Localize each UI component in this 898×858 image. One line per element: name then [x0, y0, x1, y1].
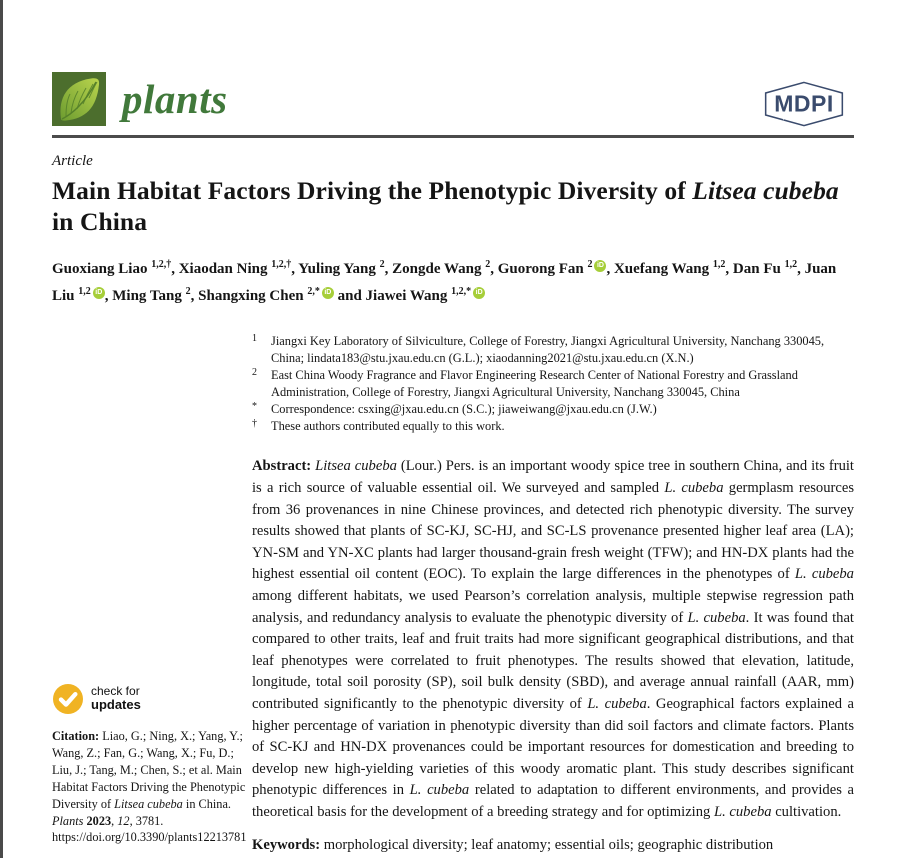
author-list: Guoxiang Liao $^{1,2,\dagger}$, Xiaodan Ning $^{1,2,\dagger}$, Yuling Yang $^2$, Zongde Wang $^2$, Guorong Fan $^2$ iD , Xuefang Wang $^{1,2}$, Dan Fu $^{1,2}$, Juan Liu $^{1,2}$ iD , Ming Tang $^2$, Shangxing Chen $^{2,*}$ iD and Jiawei Wang $^{1,2,*}$ iD — [52, 259, 837, 304]
badge-line2: updates — [91, 697, 141, 713]
affiliation-marker: † — [252, 417, 257, 429]
author-affiliation-sup: 2 — [485, 259, 491, 270]
leaf-icon — [52, 72, 106, 126]
abstract — [252, 456, 854, 823]
plants-journal-logo[interactable] — [52, 72, 106, 126]
header-divider — [52, 135, 854, 138]
doi-link[interactable]: https://doi.org/10.3390/plants12213781 — [52, 830, 247, 845]
check-for-updates-badge[interactable] — [52, 683, 182, 715]
orcid-icon[interactable]: iD — [93, 287, 105, 299]
article-type-label: Article — [52, 153, 93, 169]
author-affiliation-sup: 2 — [185, 285, 191, 297]
author-affiliation-sup: 1,2,† — [151, 259, 172, 270]
mdpi-hexagon-icon — [756, 81, 852, 127]
abstract-text: Litsea cubeba (Lour.) Pers. is an important woody spice tree in southern China, and its fruit is a rich source of valuable essential oil. We surveyed and sampled L. cubeba germplasm resources from 36 provenances in nine Chinese provinces, and detected rich phenotypic diversity. The survey results showed that plants of SC-KJ, SC-HJ, and SC-LS provenance presented higher leaf area (LA); YN-SM and YN-XC plants had larger thousand-grain fresh weight (TFW); and HN-DX plants had the highest essential oil content (EOC). To explain the large differences in the phenotypes of L. cubeba among different habitats, we used Pearson’s correlation analysis, multiple stepwise regression path analysis, and redundancy analysis to evaluate the phenotypic diversity of L. cubeba. It was found that compared to other traits, leaf and fruit traits had more significant geographical distributions, and that leaf phenotypes were correlated to fruit phenotypes. The results showed that elevation, latitude, longitude, total soil porosity (SP), soil bulk density (SBD), and average annual rainfall (AAR, mm) contributed significantly to the phenotypic diversity of L. cubeba. Geographical factors explained a higher percentage of variation in phenotypic diversity than did soil factors and climate factors. Plants of SC-KJ and HN-DX provenances could be important resources for domestication and breeding to develop new high-yielding varieties of this woody aromatic plant. This study describes significant phenotypic differences in L. cubeba related to adaptation to different environments, and provides a theoretical basis for the development of a breeding strategy and for optimizing L. cubeba cultivation. — [252, 458, 855, 820]
affiliation-marker: 1 — [252, 333, 257, 344]
affiliations — [252, 333, 854, 434]
journal-header — [52, 0, 854, 132]
title-text: Main Habitat Factors Driving the Phenotypic Diversity of — [52, 176, 693, 205]
journal-name: plants — [122, 76, 228, 122]
affiliation-text: East China Woody Fragrance and Flavor Engineering Research Center of National Forestry and Grassland Administration, College of Forestry, Jiangxi Agricultural University, Nanchang 330045, China — [271, 367, 798, 399]
mdpi-logo[interactable] — [756, 81, 852, 132]
affiliation-text: These authors contributed equally to this work. — [271, 418, 505, 433]
mdpi-logo-text: MDPI — [774, 90, 834, 117]
author-affiliation-sup: 2 — [587, 259, 593, 270]
main-column — [252, 333, 854, 858]
keywords-text: morphological diversity; leaf anatomy; essential oils; geographic distribution — [320, 836, 774, 853]
affiliation-item — [252, 333, 854, 367]
journal-brand — [52, 72, 228, 126]
title-species-name: Litsea cubeba — [692, 176, 839, 205]
orcid-icon[interactable]: iD — [322, 287, 334, 299]
left-sidebar — [52, 333, 252, 858]
orcid-icon[interactable]: iD — [594, 260, 606, 272]
affiliation-item — [252, 401, 854, 418]
article-title — [52, 175, 854, 237]
keywords — [252, 837, 854, 854]
affiliation-item — [252, 418, 854, 435]
author-affiliation-sup: 1,2 — [784, 259, 798, 270]
page-left-border — [0, 0, 3, 858]
author-affiliation-sup: 2,* — [307, 285, 320, 297]
author-affiliation-sup: 2 — [379, 259, 385, 270]
citation-block: Citation: Liao, G.; Ning, X.; Yang, Y.; Wang, Z.; Fan, G.; Wang, X.; Fu, D.; Liu, J.; Tang, M.; Chen, S.; et al. Main Habitat Factors Driving the Phenotypic Diversity of Litsea cubeba in China. Plants 2023, 12, 3781. https://doi.org/10.3390/plants12213781 — [52, 729, 247, 845]
author-affiliation-sup: 1,2,† — [271, 259, 292, 270]
badge-text — [91, 685, 141, 712]
affiliation-text: Jiangxi Key Laboratory of Silviculture, College of Forestry, Jiangxi Agricultural University, Nanchang 330045, China; lindata183@stu.jxau.edu.cn (G.L.); xiaodanning2021@stu.jxau.edu.cn (X.N.) — [271, 334, 825, 365]
crossmark-check-icon — [52, 683, 84, 715]
affiliation-marker: * — [252, 400, 257, 412]
affiliation-text: Correspondence: csxing@jxau.edu.cn (S.C.); jiaweiwang@jxau.edu.cn (J.W.) — [271, 401, 657, 416]
affiliation-item — [252, 367, 854, 401]
keywords-label: Keywords: — [252, 836, 321, 853]
title-suffix: in China — [52, 207, 148, 236]
author-affiliation-sup: 1,2 — [78, 285, 91, 297]
author-affiliation-sup: 1,2 — [712, 259, 726, 270]
two-column-area — [52, 333, 854, 858]
abstract-label: Abstract: — [252, 458, 312, 475]
badge-line1: check for — [91, 684, 140, 699]
orcid-icon[interactable]: iD — [473, 287, 485, 299]
author-affiliation-sup: 1,2,* — [451, 285, 472, 297]
affiliation-marker: 2 — [252, 366, 257, 378]
